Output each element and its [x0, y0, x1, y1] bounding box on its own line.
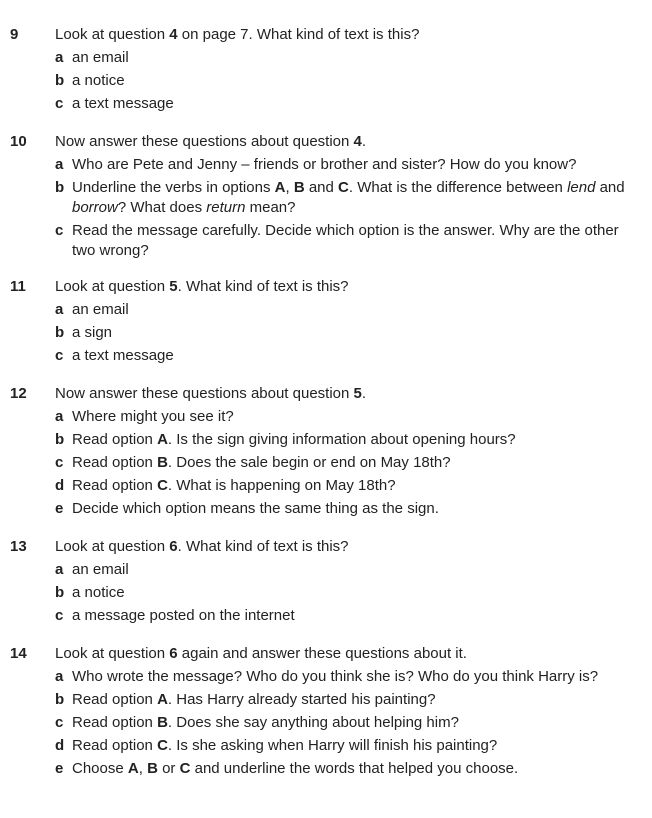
option-letter: c [55, 222, 64, 239]
option-letter: c [55, 95, 64, 112]
option-text [55, 583, 635, 603]
bold-ref: B [157, 454, 168, 471]
option-item [55, 606, 635, 626]
question-prompt [55, 25, 640, 45]
option-item [55, 583, 635, 603]
question-number: 9 [10, 26, 19, 43]
text-run: a text message [72, 347, 174, 364]
text-run: . What is the difference between [348, 179, 568, 196]
option-item [55, 48, 635, 68]
option-item [55, 430, 635, 450]
option-list [0, 155, 652, 261]
text-run: . Does the sale begin or end on May 18th? [167, 454, 451, 471]
bold-ref: C [179, 760, 191, 777]
option-letter: c [55, 347, 64, 364]
option-item [55, 94, 635, 114]
text-run: Decide which option means the same thing as the sign. [72, 500, 439, 517]
text-run: or [157, 760, 180, 777]
text-run: . Has Harry already started his painting? [167, 691, 436, 708]
option-item [55, 499, 635, 519]
option-letter: c [55, 454, 64, 471]
option-letter: b [55, 324, 65, 341]
question-prompt [55, 537, 640, 557]
text-run: a sign [72, 324, 113, 341]
question-13 [0, 537, 652, 629]
option-text [55, 94, 635, 114]
text-run: an email [72, 49, 129, 66]
text-run: Read option [72, 431, 158, 448]
text-run: Underline the verbs in options [72, 179, 275, 196]
option-text [55, 690, 635, 710]
option-text [55, 178, 635, 218]
bold-ref: A [157, 431, 168, 448]
text-run: and [304, 179, 339, 196]
text-run: an email [72, 301, 129, 318]
question-number: 14 [10, 645, 27, 662]
option-item [55, 71, 635, 91]
text-run: Read option [72, 714, 158, 731]
question-14 [0, 644, 652, 782]
text-run: Now answer these questions about question [55, 133, 354, 150]
option-text [55, 453, 635, 473]
option-list [0, 300, 652, 366]
option-item [55, 690, 635, 710]
option-item [55, 346, 635, 366]
option-text [55, 499, 635, 519]
text-run: on page 7. What kind of text is this? [177, 26, 420, 43]
text-run: a text message [72, 95, 174, 112]
bold-ref: 5 [169, 278, 178, 295]
question-prompt [55, 132, 640, 152]
option-item [55, 155, 635, 175]
option-item [55, 736, 635, 756]
option-letter: a [55, 668, 64, 685]
bold-ref: C [157, 737, 168, 754]
option-letter: b [55, 431, 65, 448]
text-run: Look at question [55, 278, 170, 295]
italic-term: return [206, 199, 246, 216]
option-letter: c [55, 714, 64, 731]
question-prompt [55, 384, 640, 404]
text-run: again and answer these questions about it. [177, 645, 467, 662]
option-letter: c [55, 607, 64, 624]
option-text [55, 606, 635, 626]
text-run: . Does she say anything about helping him? [167, 714, 459, 731]
option-text [55, 476, 635, 496]
option-text [55, 155, 635, 175]
bold-ref: 5 [353, 385, 362, 402]
option-text [55, 713, 635, 733]
text-run: , [138, 760, 148, 777]
option-item [55, 407, 635, 427]
italic-term: borrow [72, 199, 118, 216]
option-item [55, 476, 635, 496]
bold-ref: 4 [169, 26, 178, 43]
question-number: 12 [10, 385, 27, 402]
option-text [55, 323, 635, 343]
option-letter: b [55, 691, 65, 708]
option-letter: a [55, 301, 64, 318]
option-text [55, 430, 635, 450]
text-run: Who are Pete and Jenny – friends or brother and sister? How do you know? [72, 156, 577, 173]
bold-ref: 6 [169, 538, 178, 555]
bold-ref: C [338, 179, 349, 196]
option-item [55, 560, 635, 580]
bold-ref: B [147, 760, 158, 777]
text-run: and [595, 179, 625, 196]
question-number: 11 [10, 278, 26, 295]
text-run: Where might you see it? [72, 408, 234, 425]
bold-ref: A [127, 760, 139, 777]
text-run: mean? [245, 199, 296, 216]
option-text [55, 221, 635, 261]
text-run: . What kind of text is this? [177, 538, 349, 555]
text-run: Who wrote the message? Who do you think she is? Who do you think Harry is? [72, 668, 599, 685]
option-letter: e [55, 760, 64, 777]
option-letter: b [55, 72, 65, 89]
text-run: . [361, 385, 367, 402]
text-run: . What kind of text is this? [177, 278, 349, 295]
text-run: Look at question [55, 538, 170, 555]
bold-ref: 4 [353, 133, 362, 150]
option-list [0, 560, 652, 626]
option-item [55, 323, 635, 343]
text-run: Now answer these questions about question [55, 385, 354, 402]
bold-ref: 6 [169, 645, 178, 662]
question-prompt [55, 277, 640, 297]
bold-ref: A [157, 691, 168, 708]
text-run: . What is happening on May 18th? [167, 477, 396, 494]
option-letter: a [55, 561, 64, 578]
option-list [0, 407, 652, 519]
option-letter: b [55, 584, 65, 601]
option-item [55, 300, 635, 320]
text-run: . [361, 133, 367, 150]
text-run: ? What does [117, 199, 207, 216]
option-text [55, 759, 635, 779]
question-number: 13 [10, 538, 27, 555]
option-letter: d [55, 737, 65, 754]
text-run: Read option [72, 737, 158, 754]
question-prompt [55, 644, 640, 664]
option-text [55, 346, 635, 366]
text-run: Read option [72, 477, 158, 494]
text-run: and underline the words that helped you choose. [190, 760, 519, 777]
option-letter: a [55, 156, 64, 173]
text-run: a notice [72, 72, 125, 89]
option-letter: d [55, 477, 65, 494]
option-letter: a [55, 408, 64, 425]
option-item [55, 178, 635, 218]
option-item [55, 667, 635, 687]
option-letter: b [55, 179, 65, 196]
bold-ref: C [157, 477, 168, 494]
bold-ref: A [274, 179, 286, 196]
text-run: a notice [72, 584, 125, 601]
option-text [55, 667, 635, 687]
option-text [55, 48, 635, 68]
option-item [55, 221, 635, 261]
text-run: Read option [72, 454, 158, 471]
text-run: Look at question [55, 26, 170, 43]
bold-ref: B [293, 179, 305, 196]
text-run: Read the message carefully. Decide which option is the answer. Why are the other two wrong? [72, 222, 619, 259]
question-10 [0, 132, 652, 264]
question-number: 10 [10, 133, 27, 150]
text-run: an email [72, 561, 129, 578]
question-12 [0, 384, 652, 522]
option-item [55, 453, 635, 473]
text-run: . Is she asking when Harry will finish his painting? [167, 737, 498, 754]
option-text [55, 560, 635, 580]
option-list [0, 48, 652, 114]
text-run: Choose [72, 760, 128, 777]
text-run: a message posted on the internet [72, 607, 295, 624]
italic-term: lend [567, 179, 596, 196]
option-letter: a [55, 49, 64, 66]
text-run: , [285, 179, 294, 196]
option-text [55, 736, 635, 756]
text-run: . Is the sign giving information about opening hours? [167, 431, 516, 448]
option-text [55, 71, 635, 91]
option-text [55, 407, 635, 427]
option-text [55, 300, 635, 320]
option-item [55, 759, 635, 779]
text-run: Look at question [55, 645, 170, 662]
bold-ref: B [157, 714, 168, 731]
text-run: Read option [72, 691, 158, 708]
option-list [0, 667, 652, 779]
question-11 [0, 277, 652, 369]
option-item [55, 713, 635, 733]
option-letter: e [55, 500, 64, 517]
question-9 [0, 25, 652, 117]
